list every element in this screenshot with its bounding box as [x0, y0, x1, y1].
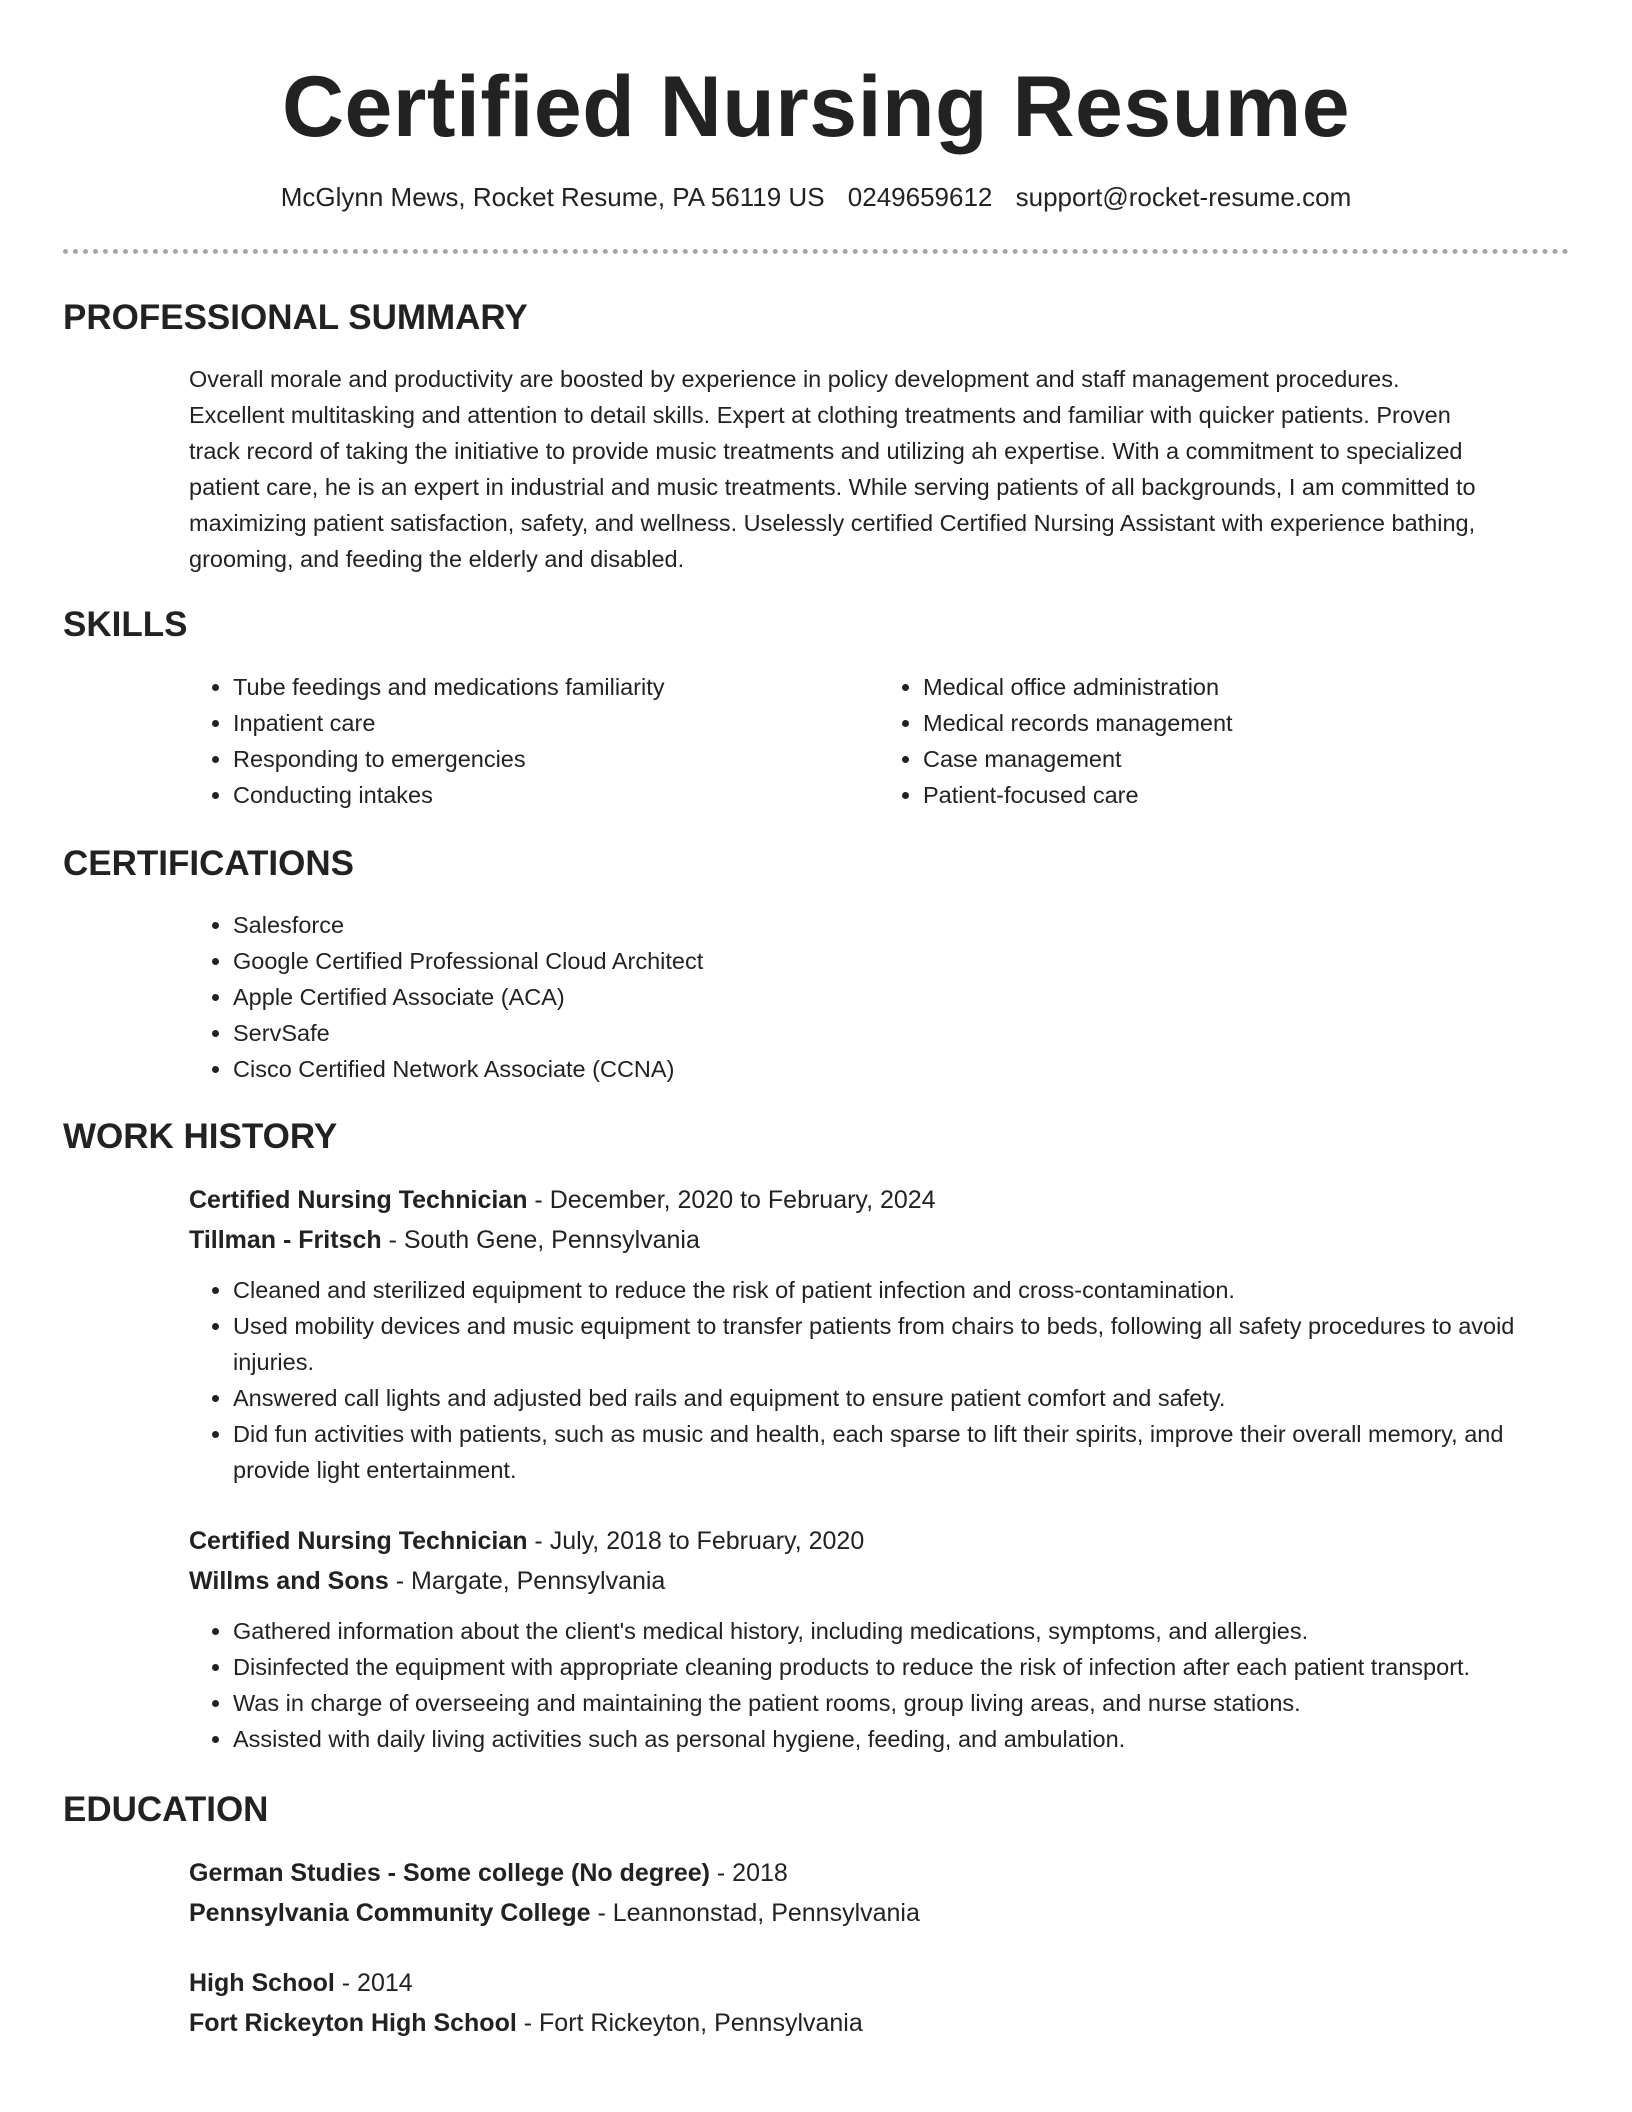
- education-school-line: [189, 2003, 1569, 2043]
- job-title-line: [189, 1521, 1569, 1561]
- contact-address: McGlynn Mews, Rocket Resume, PA 56119 US: [280, 182, 825, 212]
- job-bullets: [189, 1613, 1569, 1757]
- certification-item: • Cisco Certified Network Associate (CCNA): [233, 1051, 1569, 1087]
- job-role: Certified Nursing Technician: [189, 1186, 528, 1214]
- summary-line: Excellent multitasking and attention to detail skills. Expert at clothing treatments and familiar with quicker patients. Proven: [189, 402, 1451, 428]
- job-company: Tillman - Fritsch: [189, 1226, 382, 1254]
- job-title-line: [189, 1180, 1569, 1220]
- job-bullet: • Answered call lights and adjusted bed rails and equipment to ensure patient comfort and safety.: [233, 1380, 1569, 1416]
- certification-item: • Salesforce: [233, 907, 1569, 943]
- job-bullet: • Assisted with daily living activities such as personal hygiene, feeding, and ambulation.: [233, 1721, 1569, 1757]
- job-bullet: • Disinfected the equipment with appropriate cleaning products to reduce the risk of infection after each patient transport.: [233, 1649, 1569, 1685]
- resume-title: Certified Nursing Resume: [281, 59, 1351, 155]
- skills-column-right: [879, 669, 1569, 813]
- certification-item: • Apple Certified Associate (ACA): [233, 979, 1569, 1015]
- job-bullet: • Was in charge of overseeing and maintaining the patient rooms, group living areas, and nurse stations.: [233, 1685, 1569, 1721]
- skill-item: • Medical office administration: [923, 669, 1569, 705]
- skills-list: [189, 669, 1569, 813]
- contact-line: [0, 180, 1632, 214]
- skill-item: • Case management: [923, 741, 1569, 777]
- education-degree: German Studies - Some college (No degree): [189, 1859, 710, 1887]
- summary-text: [189, 361, 1569, 577]
- education-degree-line: [189, 1853, 1569, 1893]
- certifications-list: [189, 907, 1569, 1087]
- education-heading: EDUCATION: [63, 1790, 269, 1829]
- education-degree-line: [189, 1963, 1569, 2003]
- skill-item: • Tube feedings and medications familiarity: [233, 669, 879, 705]
- job-bullet: • Gathered information about the client's medical history, including medications, symptoms, and allergies.: [233, 1613, 1569, 1649]
- summary-line: patient care, he is an expert in industrial and music treatments. While serving patients of all backgrounds, I am committed to: [189, 474, 1476, 500]
- job-location: - Margate, Pennsylvania: [388, 1567, 666, 1595]
- education-year: - 2014: [334, 1969, 413, 1997]
- education-degree: High School: [189, 1969, 335, 1997]
- skill-item: • Inpatient care: [233, 705, 879, 741]
- job-company: Willms and Sons: [189, 1567, 389, 1595]
- contact-phone: 0249659612: [847, 182, 993, 212]
- job-dates: - July, 2018 to February, 2020: [527, 1527, 865, 1555]
- education-school: Pennsylvania Community College: [189, 1899, 591, 1927]
- education-location: - Leannonstad, Pennsylvania: [590, 1899, 920, 1927]
- job-role: Certified Nursing Technician: [189, 1527, 528, 1555]
- job-bullets: [189, 1272, 1569, 1488]
- summary-line: track record of taking the initiative to provide music treatments and utilizing ah expertise. With a commitment to specialized: [189, 438, 1463, 464]
- contact-email: support@rocket-resume.com: [1015, 182, 1352, 212]
- summary-line: grooming, and feeding the elderly and disabled.: [189, 546, 685, 572]
- education-school: Fort Rickeyton High School: [189, 2009, 517, 2037]
- job-company-line: [189, 1561, 1569, 1601]
- certification-item: • ServSafe: [233, 1015, 1569, 1051]
- education-year: - 2018: [709, 1859, 788, 1887]
- job-bullet: • Did fun activities with patients, such as music and health, each sparse to lift their spirits, improve their overall memory, and provide light entertainment.: [233, 1416, 1569, 1488]
- summary-line: Overall morale and productivity are boosted by experience in policy development and staff management procedures.: [189, 366, 1400, 392]
- certifications-heading: CERTIFICATIONS: [63, 844, 355, 883]
- skills-heading: SKILLS: [63, 605, 188, 644]
- job-entry: [189, 1180, 1569, 1488]
- education-location: - Fort Rickeyton, Pennsylvania: [516, 2009, 863, 2037]
- job-location: - South Gene, Pennsylvania: [381, 1226, 700, 1254]
- education-entry: [189, 1853, 1569, 1933]
- skill-item: • Responding to emergencies: [233, 741, 879, 777]
- header-divider: [63, 249, 1569, 254]
- job-entry: [189, 1521, 1569, 1757]
- skill-item: • Medical records management: [923, 705, 1569, 741]
- summary-line: maximizing patient satisfaction, safety, and wellness. Uselessly certified Certified Nursing Assistant with experience bathing,: [189, 510, 1476, 536]
- work-history-heading: WORK HISTORY: [63, 1117, 338, 1156]
- education-entry: [189, 1963, 1569, 2043]
- job-company-line: [189, 1220, 1569, 1260]
- summary-heading: PROFESSIONAL SUMMARY: [63, 298, 528, 337]
- certification-item: • Google Certified Professional Cloud Architect: [233, 943, 1569, 979]
- job-bullet: • Used mobility devices and music equipment to transfer patients from chairs to beds, following all safety procedures to avoid injuries.: [233, 1308, 1569, 1380]
- skill-item: • Conducting intakes: [233, 777, 879, 813]
- job-bullet: • Cleaned and sterilized equipment to reduce the risk of patient infection and cross-contamination.: [233, 1272, 1569, 1308]
- skill-item: • Patient-focused care: [923, 777, 1569, 813]
- job-dates: - December, 2020 to February, 2024: [527, 1186, 936, 1214]
- education-school-line: [189, 1893, 1569, 1933]
- skills-column-left: [189, 669, 879, 813]
